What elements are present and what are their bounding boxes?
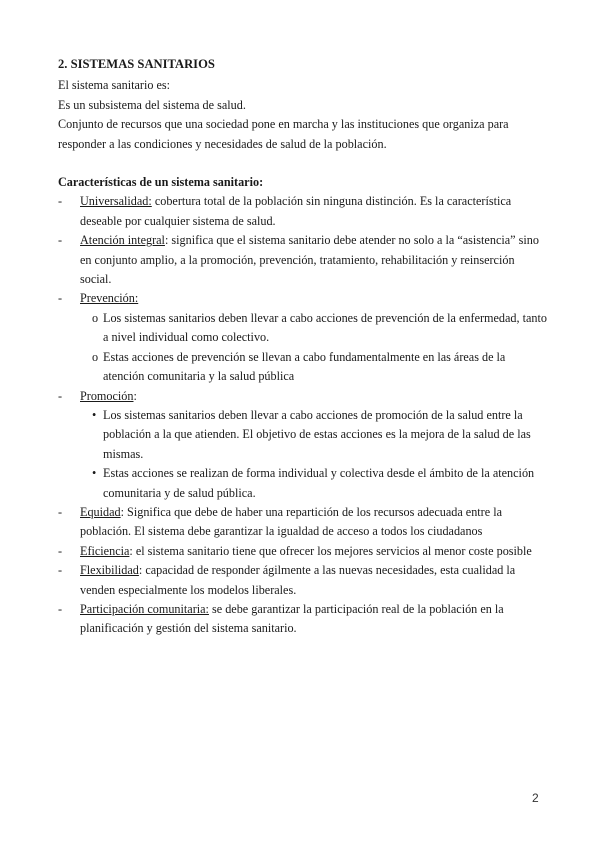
term-eficiencia: Eficiencia: [80, 543, 130, 558]
dash-marker: -: [58, 563, 63, 578]
spacer: [58, 154, 548, 173]
term-universalidad: Universalidad:: [80, 194, 152, 209]
characteristics-list: [58, 192, 548, 638]
desc-flexibilidad: : capacidad de responder ágilmente a las nuevas necesidades, esta cualidad la venden especialmente los modelos liberales.: [80, 563, 516, 597]
desc-participacion: se debe garantizar la participación real de la población en la planificación y gestión del sistema sanitario.: [80, 601, 504, 636]
dash-marker: -: [58, 601, 63, 616]
dash-marker: -: [58, 291, 63, 306]
desc-promocion: :: [133, 388, 137, 403]
list-item-universalidad: [58, 192, 548, 231]
bullet-marker: •: [92, 466, 97, 481]
prevencion-sub-item: [92, 348, 548, 387]
intro-line-1: El sistema sanitario es:: [58, 78, 171, 93]
dash-marker: -: [58, 388, 63, 403]
term-equidad: Equidad: [80, 504, 121, 519]
list-item-equidad: [58, 503, 548, 542]
term-flexibilidad: Flexibilidad: [80, 563, 139, 578]
term-prevencion: Prevención:: [80, 291, 139, 306]
circle-marker: o: [92, 310, 99, 325]
dash-marker: -: [58, 233, 63, 248]
circle-marker: o: [92, 349, 99, 364]
list-item-promocion: [58, 387, 548, 503]
term-participacion: Participación comunitaria:: [80, 601, 209, 616]
prevencion-point-2: Estas acciones de prevención se llevan a cabo fundamentalmente en las áreas de la atención comunitaria y la salud pública: [103, 349, 506, 384]
desc-equidad: : Significa que debe de haber una repartición de los recursos adecuada entre la población. El sistema debe garantizar la igualdad de acceso a todos los ciudadanos: [80, 504, 502, 539]
dash-marker: -: [58, 543, 63, 558]
page-number: 2: [532, 791, 539, 805]
term-promocion: Promoción: [80, 388, 134, 403]
desc-atencion-integral: : significa que el sistema sanitario debe atender no solo a la “asistencia” sino en conjunto amplio, a la promoción, prevención, tratamiento, rehabilitación y reinserción social.: [80, 233, 539, 287]
bullet-marker: •: [92, 407, 97, 422]
intro-line-2: Es un subsistema del sistema de salud.: [58, 97, 246, 112]
term-atencion-integral: Atención integral: [80, 233, 165, 248]
list-item-flexibilidad: [58, 561, 548, 600]
promocion-sub-item: [92, 406, 548, 464]
promocion-point-2: Estas acciones se realizan de forma individual y colectiva desde el ámbito de la atención comunitaria y de salud pública.: [103, 466, 535, 500]
prevencion-point-1: Los sistemas sanitarios deben llevar a cabo acciones de prevención de la enfermedad, tanto a nivel individual como colectivo.: [103, 310, 547, 345]
promocion-point-1: Los sistemas sanitarios deben llevar a cabo acciones de promoción de la salud entre la población a la que atienden. El objetivo de estas acciones es la mejora de la salud de las mismas.: [103, 407, 531, 461]
list-item-eficiencia: [58, 542, 548, 561]
characteristics-heading: Características de un sistema sanitario:: [58, 175, 264, 190]
desc-universalidad: cobertura total de la población sin ninguna distinción. Es la característica deseable por cualquier sistema de salud.: [80, 194, 512, 228]
dash-marker: -: [58, 504, 63, 519]
prevencion-sub-item: [92, 309, 548, 348]
section-heading: 2. SISTEMAS SANITARIOS: [58, 57, 215, 71]
desc-eficiencia: : el sistema sanitario tiene que ofrecer los mejores servicios al menor coste posible: [129, 543, 532, 558]
list-item-atencion-integral: [58, 231, 548, 289]
list-item-participacion: [58, 600, 548, 639]
promocion-sub-item: [92, 464, 548, 503]
list-item-prevencion: [58, 289, 548, 386]
dash-marker: -: [58, 194, 63, 209]
intro-line-3: Conjunto de recursos que una sociedad pone en marcha y las instituciones que organiza para responder a las condiciones y necesidades de salud de la población.: [58, 117, 509, 151]
page-content: [58, 55, 548, 639]
